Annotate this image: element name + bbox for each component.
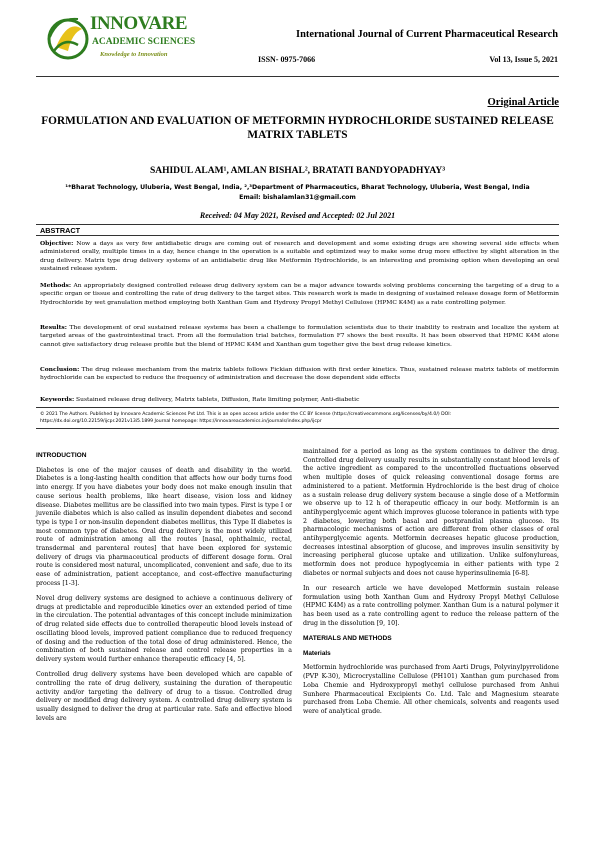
keywords-label: Keywords: bbox=[40, 396, 75, 403]
intro-paragraph-1: Diabetes is one of the major causes of death and disability in the world. Diabetes is a long-lasting health condition that affects how our body turns food into energy. If you have diabetes your body does not make enough insulin that cause serious health problems, like heart disease, vision loss and kidney disease. Diabetes mellitus are be classified into two main types. First is type I or juvenile diabetes which is also called as insulin dependent diabetes and second type is type I or non-insulin dependent diabetes mellitus, this Type II diabetes is most common type of diabetes. Oral drug delivery is the most widely utilized route of administration among all the routes [nasal, ophthalmic, rectal, transdermal and parenteral routes] that have been explored for systemic delivery of drugs via pharmaceutical products of different dosage form. Oral route is considered most natural, uncomplicated, convenient and safe, due to its ease of administration, patient acceptance, and cost-effective manufacturing process [1-3]. bbox=[36, 466, 292, 587]
journal-title: International Journal of Current Pharmaceutical Research bbox=[296, 29, 558, 40]
results-text: The development of oral sustained release systems has been a challenge to formulation scientists due to their inability to restrain and localize the system at targeted areas of the gastrointestinal tract. From all the formulation trial batches, formulation F7 shows the best results. It has been observed that HPMC K4M alone cannot give satisfactory drug release profile but the blend of HPMC K4M and Xanthan gum together give the best drug release kinetics. bbox=[40, 324, 559, 348]
logo-tagline: Knowledge to Innovation bbox=[100, 51, 168, 58]
materials-subheading: Materials bbox=[303, 649, 331, 657]
intro-heading: INTRODUCTION bbox=[36, 452, 87, 459]
abstract-head-rule bbox=[36, 235, 559, 236]
received-dates: Received: 04 May 2021, Revised and Accepted: 02 Jul 2021 bbox=[199, 211, 396, 220]
conclusion-text: The drug release mechanism from the matrix tablets follows Fickian diffusion with first order kinetics. Thus, sustained release matrix tablets of metformin hydrochloride can be expected to reduce the frequency of administration and decrease the dose dependent side effects bbox=[40, 366, 559, 382]
methods-label: Methods: bbox=[40, 282, 72, 289]
abstract-top-rule bbox=[36, 224, 559, 225]
abstract-heading: ABSTRACT bbox=[40, 226, 81, 235]
objective-label: Objective: bbox=[40, 240, 74, 247]
materials-methods-heading: MATERIALS AND METHODS bbox=[303, 635, 392, 643]
methods-text: An appropriately designed controlled release drug delivery system can be a major advance towards solving problems concerning the targeting of a drug to a specific organ or tissue and controlling the rate of drug delivery to the target sites. This research work is made in designing of sustained release dosage form of Metformin Hydrochloride by wet granulation method employing both Xanthan Gum and Hydroxy Propyl Methyl Cellulose (HPMC K4M) as a rate controlling polymer. bbox=[40, 282, 559, 306]
intro-paragraph-3: Controlled drug delivery systems have been developed which are capable of controlling the rate of drug delivery, sustaining the duration of therapeutic activity and/or targeting the delivery of drug to a tissue. Controlled drug delivery or modified drug delivery system. A controlled drug delivery system is usually designed to deliver the drug at particular rate. Safe and effective blood levels are bbox=[36, 671, 292, 722]
email-line: Email: bishalamlan31@gmail.com bbox=[239, 193, 356, 201]
keywords-text: Sustained release drug delivery, Matrix tablets, Diffusion, Rate limiting polymer, Anti-diabetic bbox=[76, 396, 360, 403]
logo-sub-text: ACADEMIC SCIENCES bbox=[92, 37, 196, 47]
conclusion-label: Conclusion: bbox=[40, 366, 80, 373]
article-title: FORMULATION AND EVALUATION OF METFORMIN HYDROCHLORIDE SUSTAINED RELEASE MATRIX TABLETS bbox=[41, 115, 554, 141]
volume-issue: Vol 13, Issue 5, 2021 bbox=[489, 55, 558, 64]
left-column bbox=[36, 452, 292, 730]
keywords bbox=[40, 396, 559, 403]
objective-text: Now a days as very few antidiabetic drugs are coming out of research and development and some existing drugs are showing several side effects when administered orally, multiple times in a day, hence change in the operation is a suitable and optimized way to make some drug more effective by slight alteration in the drug delivery. Matrix type drug delivery systems of an antidiabetic drug like Metformin Hydrochloride, is an interesting and promising option when developing an oral sustained release system. bbox=[40, 240, 559, 272]
results-label: Results: bbox=[40, 324, 67, 331]
header-divider bbox=[36, 76, 559, 77]
affiliation-line: ¹*Bharat Technology, Uluberia, West Bengal, India, ²,³Department of Pharmaceutics, Bharat Technology, Uluberia, West Bengal, India bbox=[65, 184, 530, 191]
abstract-bottom-rule bbox=[36, 428, 559, 429]
materials-paragraph: Metformin hydrochloride was purchased from Aarti Drugs, Polyvinylpyrrolidone (PVP K-30), Microcrystalline Cellulose (PH101) Xanthan gum purchased from Loba Chemie and Hydroxypropyl methyl cellulose purchased from Anhui Sunhere Pharmaceutical Excipients Co. Ltd. Talc and Magnesium stearate purchased from Loba Chemie. All other chemicals, solvents and reagents used were of analytical grade. bbox=[303, 664, 559, 715]
article-type: Original Article bbox=[487, 97, 559, 108]
abstract-results bbox=[40, 324, 559, 349]
issn: ISSN- 0975-7066 bbox=[258, 55, 316, 64]
license-doi: © 2021 The Authors. Published by Innovare Academic Sciences Pvt Ltd. This is an open access article under the CC BY license (https://creativecommons.org/licenses/by/4.0/) DOI: https://dx.doi.org/10.22159/ijcpr.2021v13i5.1899 Journal homepage: https://innovareacademics.in/journals/index.php/ijcpr bbox=[40, 412, 452, 424]
journal-logo bbox=[42, 7, 196, 71]
abstract-conclusion bbox=[40, 366, 559, 383]
logo-brand-text: INNOVARE bbox=[90, 13, 188, 34]
right-paragraph-2: In our research article we have developed Metformin sustain release formulation using both Xanthan Gum and Hydroxy Propyl Methyl Cellulose (HPMC K4M) as a rate controlling polymer. Xanthan Gum is a natural polymer it has been used as a rate controlling agent to reduce the release pattern of the drug in the dissolution [9, 10]. bbox=[303, 585, 559, 627]
intro-paragraph-2: Novel drug delivery systems are designed to achieve a continuous delivery of drugs at predictable and reproducible kinetics over an extended period of time in the circulation. The potential advantages of this concept include minimization of drug related side effects due to controlled therapeutic blood levels instead of oscillating blood levels, improved patient compliance due to reduced frequency of dosing and the reduction of the total dose of drug administered. Hence, the combination of both sustained release and control release properties in a delivery system would further enhance therapeutic efficacy [4, 5]. bbox=[36, 595, 292, 663]
affiliations bbox=[36, 183, 559, 203]
abstract-objective bbox=[40, 240, 559, 273]
keywords-rule bbox=[36, 407, 559, 408]
abstract-methods bbox=[40, 282, 559, 307]
right-column bbox=[303, 448, 559, 723]
authors: SAHIDUL ALAM¹, AMLAN BISHAL², BRATATI BANDYOPADHYAY³ bbox=[149, 166, 446, 176]
right-paragraph-1: maintained for a period as long as the system continues to deliver the drug. Controlled drug delivery usually results in substantially constant blood levels of the active ingredient as compared to the uncontrolled fluctuations observed when multiple doses of quick releasing conventional dosage forms are administered to a patient. Metformin Hydrochloride is the best drug of choice as a sustain release drug delivery system because a single dose of a Metformin we observe up to 12 h of therapeutic efficacy in our body. Metformin is an antihyperglycemic agent which improves glucose tolerance in patients with type 2 diabetes, lowering both basal and postprandial plasma glucose. Its pharmacologic mechanisms of action are different from other classes of oral antihyperglycemic agents. Metformin decreases hepatic glucose production, decreases intestinal absorption of glucose, and improves insulin sensitivity by increasing peripheral glucose uptake and utilization. Unlike sulfonylureas, metformin does not produce hypoglycemia in either patients with type 2 diabetes or normal subjects and does not cause hyperinsulinemia [6-8]. bbox=[303, 448, 559, 577]
